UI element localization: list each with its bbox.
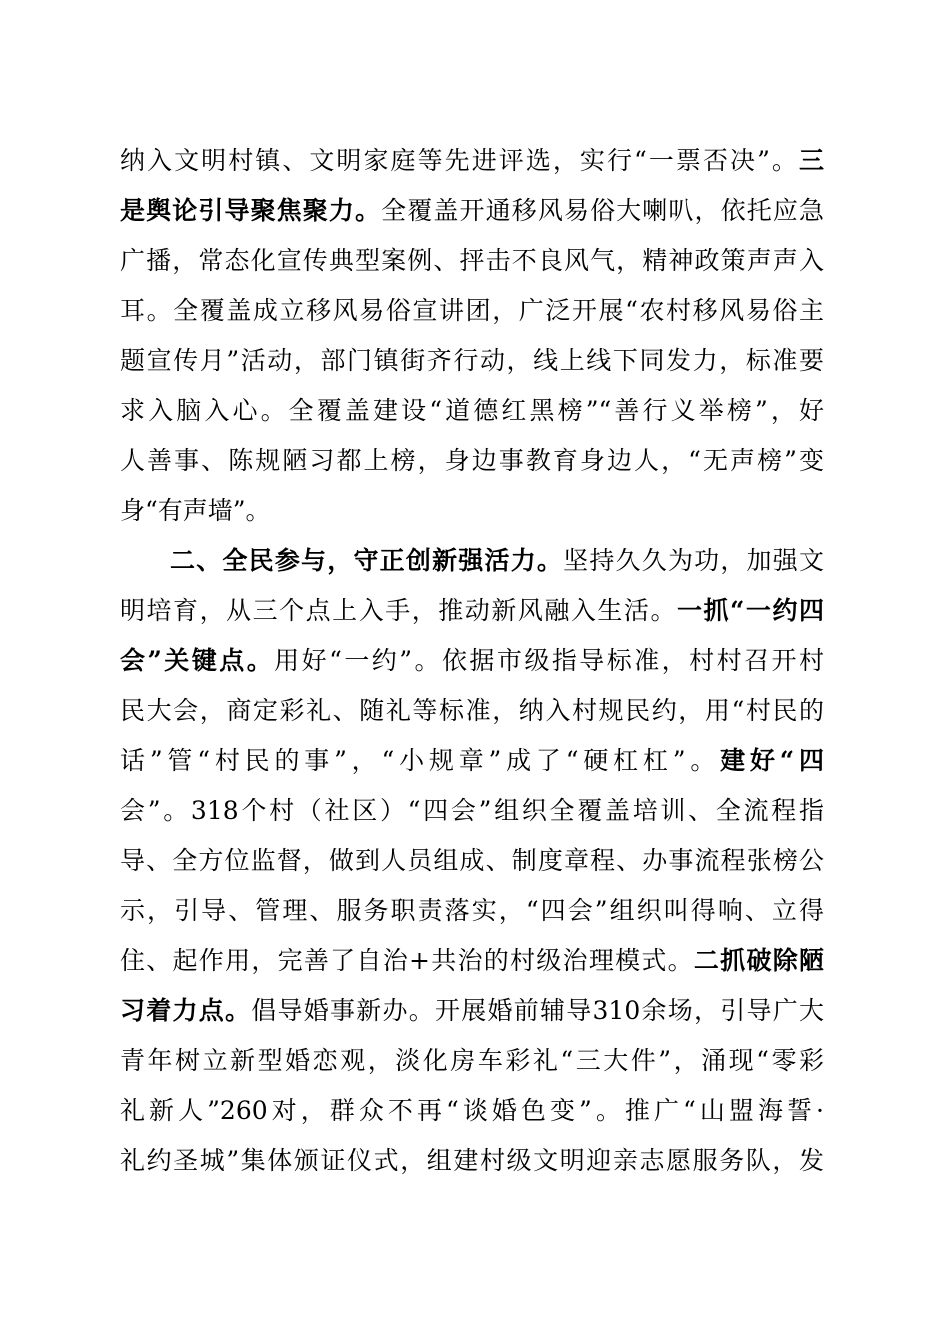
text-line (120, 436, 824, 486)
bold-text-run: 会”关键点。 (120, 646, 275, 675)
text-line (120, 1036, 824, 1086)
text-run: 耳。全覆盖成立移风易俗宣讲团，广泛开展“农村移风易俗主 (120, 296, 824, 325)
text-run: 话”管“村民的事”，“小规章”成了“硬杠杠”。 (120, 746, 721, 775)
bold-text-run: 是舆论引导聚焦聚力。 (120, 196, 382, 225)
text-run: 礼新人”260对，群众不再“谈婚色变”。推广“山盟海誓· (120, 1096, 824, 1125)
text-line (120, 186, 824, 236)
text-run: 导、全方位监督，做到人员组成、制度章程、办事流程张榜公 (120, 846, 824, 875)
text-line (120, 986, 824, 1036)
bold-text-run: 二抓破除陋 (693, 946, 824, 975)
text-line (120, 336, 824, 386)
text-line (120, 836, 824, 886)
text-run: 身“有声墙”。 (120, 496, 271, 525)
section-heading: 二、全民参与，守正创新强活力。 (170, 546, 564, 575)
text-run: 青年树立新型婚恋观，淡化房车彩礼“三大件”，涌现“零彩 (120, 1046, 824, 1075)
text-run: 会”。318个村（社区）“四会”组织全覆盖培训、全流程指 (120, 796, 824, 825)
body-text (120, 136, 824, 1186)
text-line (120, 636, 824, 686)
text-run: 求入脑入心。全覆盖建设“道德红黑榜”“善行义举榜”，好 (120, 396, 824, 425)
text-line (120, 586, 824, 636)
text-run: 礼约圣城”集体颁证仪式，组建村级文明迎亲志愿服务队，发 (120, 1146, 824, 1175)
text-run: 广播，常态化宣传典型案例、抨击不良风气，精神政策声声入 (120, 246, 824, 275)
text-run: 人善事、陈规陋习都上榜，身边事教育身边人，“无声榜”变 (120, 446, 824, 475)
text-line (120, 686, 824, 736)
bold-text-run: 建好“四 (720, 746, 824, 775)
text-run: 用好“一约”。依据市级指导标准，村村召开村 (274, 646, 824, 675)
text-line (120, 1136, 824, 1186)
text-run: 倡导婚事新办。开展婚前辅导310余场，引导广大 (251, 996, 824, 1025)
text-run: 题宣传月”活动，部门镇街齐行动，线上线下同发力，标准要 (120, 346, 824, 375)
text-run: 民大会，商定彩礼、随礼等标准，纳入村规民约，用“村民的 (120, 696, 824, 725)
bold-text-run: 三 (798, 146, 824, 175)
text-run: 明培育，从三个点上入手，推动新风融入生活。 (120, 596, 677, 625)
bold-text-run: 习着力点。 (120, 996, 252, 1025)
text-line (120, 136, 824, 186)
text-line (120, 286, 824, 336)
text-run: 住、起作用，完善了自治+共治的村级治理模式。 (120, 946, 694, 975)
text-line (120, 936, 824, 986)
text-line (120, 736, 824, 786)
section-heading-line (120, 536, 824, 586)
text-line (120, 1086, 824, 1136)
text-line (120, 236, 824, 286)
text-line (120, 786, 824, 836)
bold-text-run: 一抓“一约四 (676, 596, 824, 625)
text-line (120, 386, 824, 436)
text-run: 纳入文明村镇、文明家庭等先进评选，实行“一票否决”。 (120, 146, 799, 175)
text-line (120, 486, 824, 536)
text-run: 示，引导、管理、服务职责落实，“四会”组织叫得响、立得 (120, 896, 824, 925)
text-run: 坚持久久为功，加强文 (563, 546, 824, 575)
text-line (120, 886, 824, 936)
text-run: 全覆盖开通移风易俗大喇叭，依托应急 (381, 196, 824, 225)
